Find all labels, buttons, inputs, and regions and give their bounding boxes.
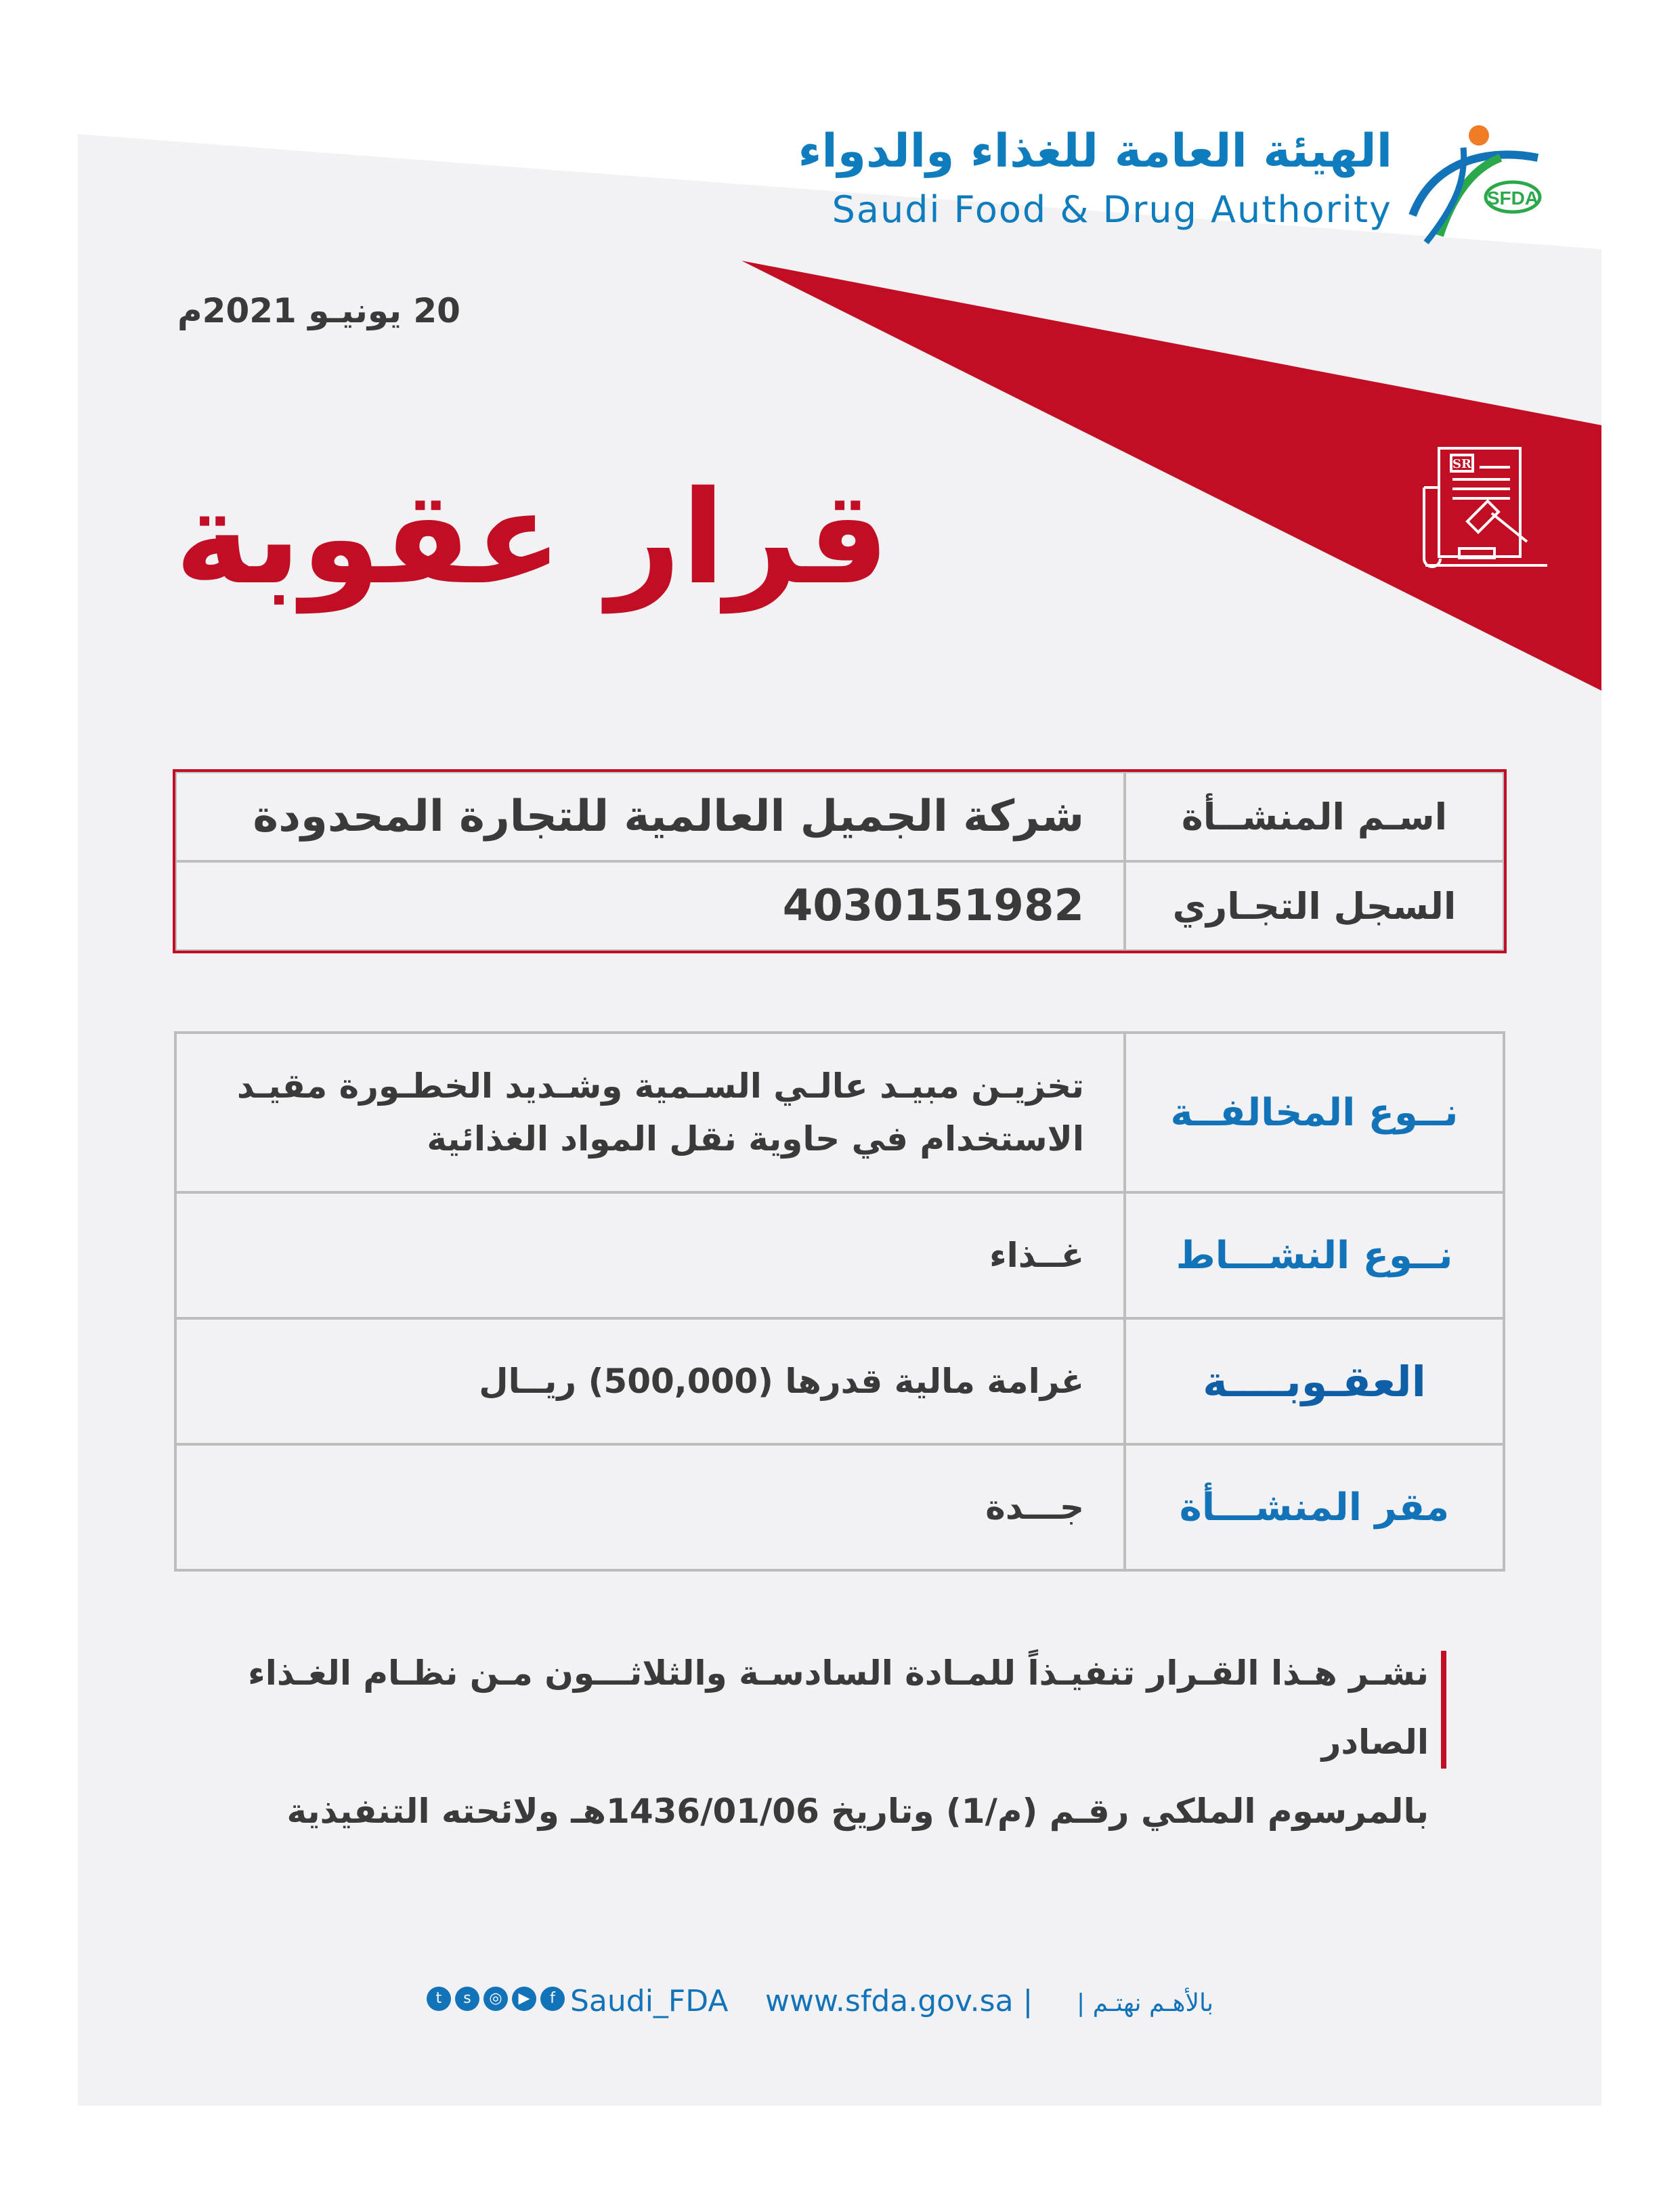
social-handle[interactable]: Saudi_FDA: [570, 1984, 729, 2018]
activity-type-label: نــوع النشـــاط: [1125, 1192, 1504, 1318]
footer: [427, 1984, 1259, 2031]
instagram-icon[interactable]: ◎: [483, 1987, 508, 2011]
violation-details-table: [174, 1031, 1505, 1572]
table-row: [175, 1033, 1504, 1192]
establishment-location-label: مقر المنشـــأة: [1125, 1444, 1504, 1570]
note-line-2: بالمرسوم الملكي رقـم (م/1) وتاريخ 1436/01/06هـ ولائحته التنفيذية: [286, 1792, 1429, 1831]
establishment-location-value: جـــدة: [175, 1444, 1125, 1570]
note-line-1: نشـر هـذا القـرار تنفيـذاً للمـادة السادسـة والثلاثـــون مـن نظـام الغـذاء الصادر: [248, 1653, 1429, 1762]
page-title: قرار عقوبة: [175, 463, 890, 613]
activity-type-value: غــذاء: [175, 1192, 1125, 1318]
social-icons: [427, 1987, 565, 2011]
violation-type-label: نــوع المخالفــة: [1125, 1033, 1504, 1192]
facebook-icon[interactable]: f: [540, 1987, 565, 2011]
commercial-register-value: 4030151982: [175, 861, 1125, 951]
violation-line-2: الاستخدام في حاوية نقل المواد الغذائية: [427, 1119, 1084, 1159]
establishment-table: [174, 771, 1505, 952]
penalty-value: غرامة مالية قدرها (500,000) ريــال: [175, 1318, 1125, 1444]
logo-english-name: Saudi Food & Drug Authority: [832, 188, 1392, 231]
legal-document-gavel-icon: [1412, 447, 1554, 569]
table-row: [175, 861, 1504, 951]
legal-note: [190, 1639, 1429, 1846]
violation-line-1: تخزيـن مبيـد عالـي السـمية وشـديد الخطـورة مقيـد: [236, 1066, 1084, 1106]
twitter-icon[interactable]: t: [427, 1987, 451, 2011]
sfda-mark-icon: [1399, 121, 1548, 249]
youtube-icon[interactable]: ▶: [512, 1987, 536, 2011]
violation-type-value: [175, 1033, 1125, 1192]
table-row: [175, 1192, 1504, 1318]
website-link[interactable]: www.sfda.gov.sa |: [765, 1984, 1033, 2018]
establishment-name-label: اسـم المنشــأة: [1125, 772, 1504, 861]
snapchat-icon[interactable]: s: [455, 1987, 479, 2011]
sfda-logo: [762, 121, 1548, 249]
slogan: بالأهـم نهتـم |: [1077, 1989, 1214, 2017]
icon-badge: SR: [1452, 457, 1471, 471]
table-row: [175, 1318, 1504, 1444]
establishment-name-value: شركة الجميل العالمية للتجارة المحدودة: [175, 772, 1125, 861]
commercial-register-label: السجل التجـاري: [1125, 861, 1504, 951]
publication-date: 20 يونيـو 2021م: [177, 291, 460, 330]
logo-arabic-name: الهيئة العامة للغذاء والدواء: [798, 125, 1392, 178]
penalty-label: العقـوبــــة: [1125, 1318, 1504, 1444]
note-accent-bar: [1441, 1651, 1446, 1769]
table-row: [175, 1444, 1504, 1570]
table-row: [175, 772, 1504, 861]
logo-mark-label: SFDA: [1486, 188, 1539, 209]
